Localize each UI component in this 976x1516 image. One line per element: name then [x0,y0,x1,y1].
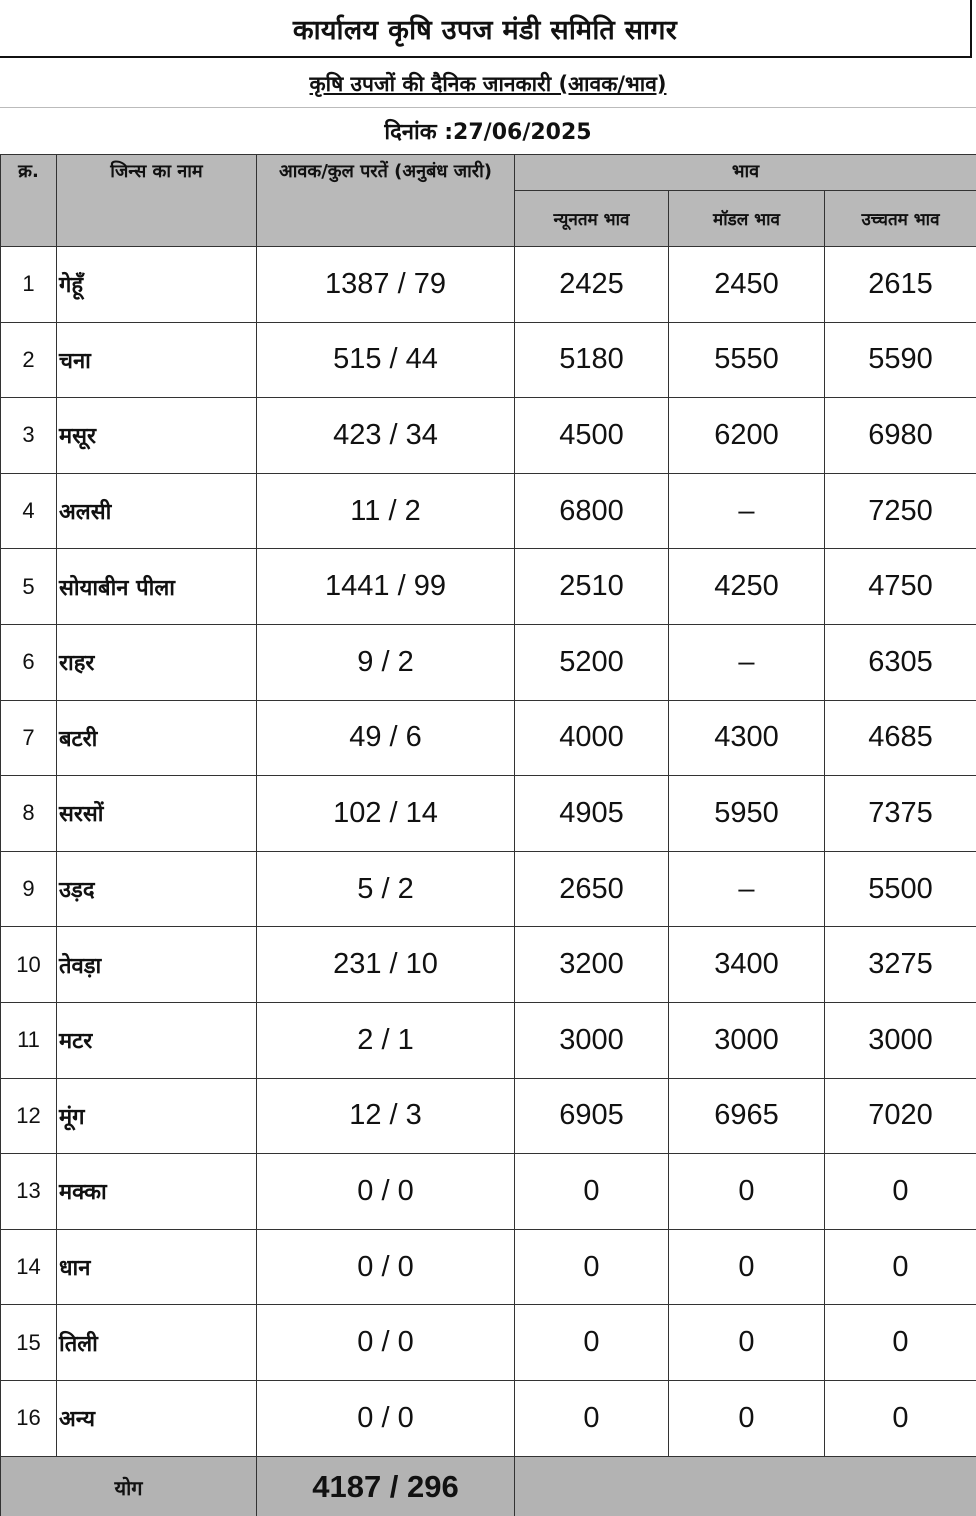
row-arrival: 0 / 0 [257,1380,515,1456]
row-min-price: 4000 [515,700,669,776]
table-row [1,1229,976,1305]
row-min-price: 6905 [515,1078,669,1154]
row-commodity-name: राहर [57,624,257,700]
row-max-price: 0 [825,1154,976,1230]
row-max-price: 7020 [825,1078,976,1154]
row-max-price: 7250 [825,473,976,549]
row-serial: 4 [1,473,57,549]
row-commodity-name: चना [57,322,257,398]
row-serial: 8 [1,776,57,852]
row-serial: 6 [1,624,57,700]
table-row [1,624,976,700]
row-model-price: 4250 [669,549,825,625]
total-price-blank [515,1456,976,1516]
row-serial: 1 [1,247,57,323]
row-max-price: 7375 [825,776,976,852]
row-commodity-name: अलसी [57,473,257,549]
header-serial: क्र. [1,155,57,247]
row-arrival: 102 / 14 [257,776,515,852]
row-commodity-name: गेहूँ [57,247,257,323]
row-arrival: 5 / 2 [257,851,515,927]
report-subtitle: कृषि उपजों की दैनिक जानकारी (आवक/भाव) [0,60,976,108]
row-model-price: 3000 [669,1002,825,1078]
header-min-price: न्यूनतम भाव [515,191,669,247]
row-commodity-name: मूंग [57,1078,257,1154]
table-row [1,700,976,776]
header-model-price: मॉडल भाव [669,191,825,247]
table-row [1,851,976,927]
row-max-price: 3000 [825,1002,976,1078]
row-min-price: 3000 [515,1002,669,1078]
row-serial: 7 [1,700,57,776]
row-min-price: 5180 [515,322,669,398]
row-min-price: 6800 [515,473,669,549]
table-row [1,927,976,1003]
row-model-price: 5550 [669,322,825,398]
row-arrival: 2 / 1 [257,1002,515,1078]
row-min-price: 5200 [515,624,669,700]
row-max-price: 0 [825,1229,976,1305]
row-model-price: 6200 [669,398,825,474]
report-date: दिनांक :27/06/2025 [384,120,592,145]
header-arrival: आवक/कुल परतें (अनुबंध जारी) [257,155,515,247]
table-row [1,549,976,625]
row-model-price: 0 [669,1229,825,1305]
total-label: योग [1,1456,257,1516]
table-row [1,247,976,323]
header-max-price: उच्चतम भाव [825,191,976,247]
row-min-price: 0 [515,1154,669,1230]
row-commodity-name: मसूर [57,398,257,474]
row-model-price: 0 [669,1380,825,1456]
row-max-price: 6980 [825,398,976,474]
row-serial: 9 [1,851,57,927]
row-min-price: 3200 [515,927,669,1003]
row-model-price: – [669,473,825,549]
row-arrival: 49 / 6 [257,700,515,776]
row-min-price: 0 [515,1229,669,1305]
table-row [1,473,976,549]
row-max-price: 5590 [825,322,976,398]
row-arrival: 231 / 10 [257,927,515,1003]
row-serial: 11 [1,1002,57,1078]
row-serial: 2 [1,322,57,398]
row-arrival: 0 / 0 [257,1229,515,1305]
row-serial: 15 [1,1305,57,1381]
row-arrival: 9 / 2 [257,624,515,700]
row-max-price: 6305 [825,624,976,700]
row-max-price: 5500 [825,851,976,927]
header-price-group: भाव [515,155,976,191]
row-commodity-name: तिली [57,1305,257,1381]
row-commodity-name: अन्य [57,1380,257,1456]
row-arrival: 515 / 44 [257,322,515,398]
row-commodity-name: मक्का [57,1154,257,1230]
row-arrival: 423 / 34 [257,398,515,474]
row-arrival: 11 / 2 [257,473,515,549]
row-arrival: 0 / 0 [257,1154,515,1230]
row-max-price: 0 [825,1305,976,1381]
row-min-price: 4500 [515,398,669,474]
row-max-price: 3275 [825,927,976,1003]
table-row [1,1002,976,1078]
row-min-price: 0 [515,1305,669,1381]
row-min-price: 4905 [515,776,669,852]
row-model-price: 0 [669,1154,825,1230]
table-row [1,1305,976,1381]
row-commodity-name: सरसों [57,776,257,852]
office-title: कार्यालय कृषि उपज मंडी समिति सागर [0,0,972,58]
row-model-price: 0 [669,1305,825,1381]
row-serial: 16 [1,1380,57,1456]
row-min-price: 2510 [515,549,669,625]
commodity-rates-table [0,154,976,1516]
row-min-price: 2650 [515,851,669,927]
row-model-price: – [669,624,825,700]
row-arrival: 0 / 0 [257,1305,515,1381]
total-arrival: 4187 / 296 [257,1456,515,1516]
row-serial: 5 [1,549,57,625]
row-model-price: 3400 [669,927,825,1003]
table-row [1,322,976,398]
row-min-price: 0 [515,1380,669,1456]
row-serial: 13 [1,1154,57,1230]
row-model-price: – [669,851,825,927]
row-arrival: 1441 / 99 [257,549,515,625]
row-model-price: 5950 [669,776,825,852]
row-max-price: 4750 [825,549,976,625]
row-serial: 3 [1,398,57,474]
row-commodity-name: तेवड़ा [57,927,257,1003]
row-commodity-name: बटरी [57,700,257,776]
row-arrival: 1387 / 79 [257,247,515,323]
table-row [1,1154,976,1230]
row-max-price: 0 [825,1380,976,1456]
row-commodity-name: उड़द [57,851,257,927]
row-serial: 10 [1,927,57,1003]
table-row [1,1380,976,1456]
row-max-price: 2615 [825,247,976,323]
row-model-price: 4300 [669,700,825,776]
row-arrival: 12 / 3 [257,1078,515,1154]
total-row [1,1456,976,1516]
row-commodity-name: धान [57,1229,257,1305]
table-row [1,1078,976,1154]
row-min-price: 2425 [515,247,669,323]
row-model-price: 6965 [669,1078,825,1154]
table-row [1,398,976,474]
row-serial: 12 [1,1078,57,1154]
header-commodity: जिन्स का नाम [57,155,257,247]
row-model-price: 2450 [669,247,825,323]
table-body [1,247,976,1457]
row-max-price: 4685 [825,700,976,776]
row-commodity-name: मटर [57,1002,257,1078]
row-serial: 14 [1,1229,57,1305]
table-row [1,776,976,852]
row-commodity-name: सोयाबीन पीला [57,549,257,625]
